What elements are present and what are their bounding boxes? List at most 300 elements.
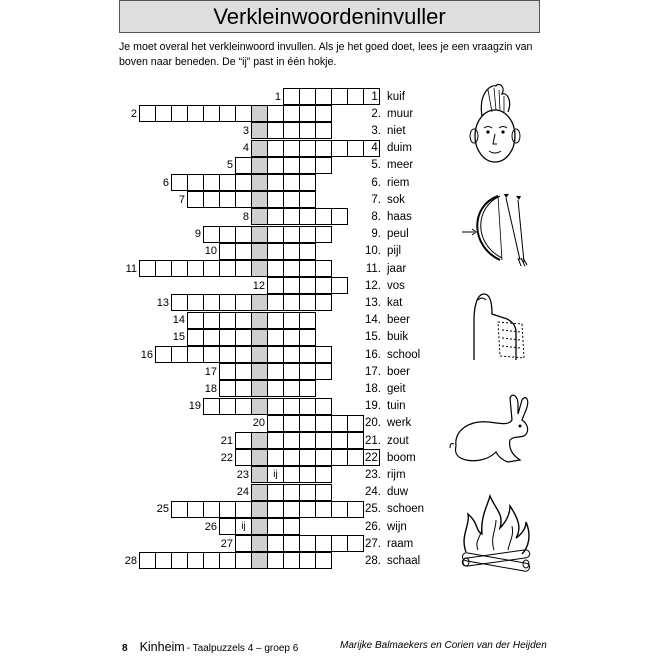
- grid-cell[interactable]: [315, 208, 332, 225]
- key-column-cell[interactable]: [251, 449, 268, 466]
- clue-word: boer: [387, 365, 411, 378]
- grid-cell[interactable]: [219, 363, 236, 380]
- key-column-cell[interactable]: [251, 174, 268, 191]
- grid-cell[interactable]: [267, 191, 284, 208]
- grid-cell[interactable]: [267, 432, 284, 449]
- grid-cell[interactable]: [219, 552, 236, 569]
- clue-number: 13.: [365, 296, 381, 309]
- grid-cell[interactable]: [299, 88, 316, 105]
- grid-cell[interactable]: [267, 105, 284, 122]
- row-number: 6: [162, 176, 169, 189]
- grid-cell[interactable]: [283, 380, 300, 397]
- grid-cell[interactable]: [315, 105, 332, 122]
- grid-cell[interactable]: [171, 346, 188, 363]
- grid-cell[interactable]: [315, 260, 332, 277]
- row-number: 9: [194, 228, 201, 241]
- grid-cell[interactable]: [331, 415, 348, 432]
- clue-item: [359, 329, 408, 346]
- clue-number: 17.: [365, 365, 381, 378]
- grid-cell[interactable]: [267, 449, 284, 466]
- grid-cell[interactable]: [187, 294, 204, 311]
- key-column-cell[interactable]: [251, 329, 268, 346]
- grid-cell[interactable]: [219, 380, 236, 397]
- grid-cell[interactable]: [267, 260, 284, 277]
- grid-cell[interactable]: [219, 243, 236, 260]
- key-column-cell[interactable]: [251, 140, 268, 157]
- grid-cell[interactable]: [267, 226, 284, 243]
- clue-word: werk: [387, 417, 412, 430]
- key-column-cell[interactable]: [251, 432, 268, 449]
- grid-cell[interactable]: [235, 552, 252, 569]
- clue-number: 16.: [365, 348, 381, 361]
- grid-cell[interactable]: [283, 88, 300, 105]
- grid-cell[interactable]: [315, 552, 332, 569]
- grid-cell[interactable]: [283, 105, 300, 122]
- grid-cell[interactable]: [315, 122, 332, 139]
- grid-cell[interactable]: [187, 329, 204, 346]
- grid-cell[interactable]: [283, 432, 300, 449]
- grid-cell[interactable]: [299, 449, 316, 466]
- grid-cell[interactable]: [283, 398, 300, 415]
- grid-cell[interactable]: [299, 398, 316, 415]
- grid-cell[interactable]: [283, 191, 300, 208]
- grid-cell[interactable]: [235, 363, 252, 380]
- grid-cell[interactable]: [315, 501, 332, 518]
- clue-number: 22.: [365, 451, 381, 464]
- grid-cell[interactable]: [299, 466, 316, 483]
- key-column-cell[interactable]: [251, 518, 268, 535]
- grid-cell[interactable]: [283, 208, 300, 225]
- grid-cell[interactable]: [267, 398, 284, 415]
- row-number: 1: [274, 90, 281, 103]
- key-column-cell[interactable]: [251, 260, 268, 277]
- grid-cell[interactable]: [283, 329, 300, 346]
- grid-cell[interactable]: [203, 105, 220, 122]
- grid-cell[interactable]: [299, 157, 316, 174]
- grid-cell[interactable]: [299, 105, 316, 122]
- grid-cell[interactable]: [299, 243, 316, 260]
- grid-cell[interactable]: [299, 208, 316, 225]
- key-column-cell[interactable]: [251, 466, 268, 483]
- grid-cell[interactable]: [203, 260, 220, 277]
- clue-number: 25.: [365, 503, 381, 516]
- grid-cell[interactable]: [283, 294, 300, 311]
- clue-number: 11.: [365, 262, 381, 275]
- row-number: 4: [242, 142, 249, 155]
- row-number: 26: [204, 520, 217, 533]
- clue-item: [359, 294, 402, 311]
- grid-cell[interactable]: [283, 122, 300, 139]
- instructions-text: Je moet overal het verkleinwoord invullen. Als je het goed doet, lees je een vraagzin van boven naar beneden. De “ij” past in één hokje.: [119, 41, 533, 68]
- grid-cell[interactable]: [283, 363, 300, 380]
- clue-number: 12.: [365, 279, 381, 292]
- grid-cell[interactable]: [331, 140, 348, 157]
- grid-cell[interactable]: [235, 174, 252, 191]
- clue-word: duim: [387, 142, 412, 155]
- grid-cell[interactable]: [267, 140, 284, 157]
- grid-cell[interactable]: [283, 157, 300, 174]
- grid-cell[interactable]: [219, 294, 236, 311]
- key-column-cell[interactable]: [251, 380, 268, 397]
- grid-cell[interactable]: [299, 363, 316, 380]
- grid-cell[interactable]: [283, 518, 300, 535]
- row-number: 21: [220, 434, 233, 447]
- grid-cell[interactable]: [219, 226, 236, 243]
- grid-cell[interactable]: [283, 277, 300, 294]
- key-column-cell[interactable]: [251, 501, 268, 518]
- clue-number: 24.: [365, 486, 381, 499]
- grid-cell[interactable]: [219, 501, 236, 518]
- clue-word: duw: [387, 486, 409, 499]
- clue-word: vos: [387, 279, 405, 292]
- clue-word: muur: [387, 107, 414, 120]
- clue-word: riem: [387, 176, 410, 189]
- clue-word: schaal: [387, 554, 421, 567]
- grid-cell[interactable]: [235, 243, 252, 260]
- grid-cell[interactable]: [299, 484, 316, 501]
- grid-cell[interactable]: [219, 398, 236, 415]
- row-number: 23: [236, 468, 249, 481]
- grid-cell[interactable]: [155, 260, 172, 277]
- grid-cell[interactable]: [267, 243, 284, 260]
- grid-cell[interactable]: [283, 449, 300, 466]
- grid-cell[interactable]: [235, 432, 252, 449]
- grid-cell[interactable]: [203, 174, 220, 191]
- grid-cell[interactable]: [267, 346, 284, 363]
- grid-cell[interactable]: [267, 208, 284, 225]
- grid-cell[interactable]: [315, 157, 332, 174]
- grid-cell[interactable]: [299, 226, 316, 243]
- clue-number: 20.: [365, 417, 381, 430]
- authors: Marijke Balmaekers en Corien van der Heijden: [340, 640, 547, 651]
- grid-cell[interactable]: [299, 552, 316, 569]
- grid-cell[interactable]: [171, 105, 188, 122]
- grid-cell[interactable]: [283, 346, 300, 363]
- grid-cell[interactable]: [283, 140, 300, 157]
- publisher-brand: Kinheim: [139, 640, 185, 654]
- grid-cell[interactable]: [235, 398, 252, 415]
- grid-cell[interactable]: [219, 518, 236, 535]
- page-footer: [122, 640, 547, 654]
- grid-cell[interactable]: [315, 484, 332, 501]
- grid-cell[interactable]: [331, 88, 348, 105]
- grid-cell[interactable]: [299, 260, 316, 277]
- grid-cell[interactable]: [187, 105, 204, 122]
- grid-cell[interactable]: [283, 501, 300, 518]
- grid-cell[interactable]: [235, 501, 252, 518]
- grid-cell[interactable]: [267, 552, 284, 569]
- clue-item: [359, 243, 401, 260]
- grid-cell[interactable]: [267, 329, 284, 346]
- grid-cell[interactable]: [299, 312, 316, 329]
- grid-cell[interactable]: [139, 105, 156, 122]
- page-title: Verkleinwoordeninvuller: [119, 0, 540, 33]
- row-number: 5: [226, 159, 233, 172]
- key-column-cell[interactable]: [251, 398, 268, 415]
- row-number: 19: [188, 400, 201, 413]
- clue-number: 2.: [371, 107, 381, 120]
- grid-cell[interactable]: [283, 312, 300, 329]
- grid-cell[interactable]: [299, 535, 316, 552]
- grid-cell[interactable]: [155, 105, 172, 122]
- grid-cell[interactable]: [203, 294, 220, 311]
- grid-cell[interactable]: ij: [267, 466, 284, 483]
- grid-cell[interactable]: [283, 174, 300, 191]
- grid-cell[interactable]: [203, 191, 220, 208]
- grid-cell[interactable]: [267, 157, 284, 174]
- key-column-cell[interactable]: [251, 191, 268, 208]
- key-column-cell[interactable]: [251, 484, 268, 501]
- grid-cell[interactable]: [203, 226, 220, 243]
- clue-item: [359, 277, 405, 294]
- grid-cell[interactable]: [139, 260, 156, 277]
- grid-cell[interactable]: [235, 312, 252, 329]
- clue-number: 9.: [371, 228, 381, 241]
- clue-word: haas: [387, 210, 412, 223]
- grid-cell[interactable]: [203, 329, 220, 346]
- grid-cell[interactable]: [203, 552, 220, 569]
- grid-cell[interactable]: [315, 226, 332, 243]
- grid-cell[interactable]: [187, 552, 204, 569]
- grid-cell[interactable]: [267, 415, 284, 432]
- clue-number: 26.: [365, 520, 381, 533]
- grid-cell[interactable]: [315, 363, 332, 380]
- key-column-cell[interactable]: [251, 535, 268, 552]
- grid-cell[interactable]: [299, 122, 316, 139]
- clue-item: [359, 449, 416, 466]
- grid-cell[interactable]: [171, 174, 188, 191]
- grid-cell[interactable]: [299, 346, 316, 363]
- grid-cell[interactable]: [187, 346, 204, 363]
- grid-cell[interactable]: [315, 346, 332, 363]
- grid-cell[interactable]: [171, 294, 188, 311]
- grid-cell[interactable]: [235, 226, 252, 243]
- row-number: 14: [172, 314, 185, 327]
- clue-word: tuin: [387, 400, 406, 413]
- row-number: 12: [252, 279, 265, 292]
- grid-cell[interactable]: [219, 346, 236, 363]
- clue-number: 5.: [371, 159, 381, 172]
- grid-cell[interactable]: [331, 208, 348, 225]
- grid-cell[interactable]: [315, 140, 332, 157]
- clue-word: buik: [387, 331, 409, 344]
- clue-word: kuif: [387, 90, 405, 103]
- clue-item: [359, 518, 407, 535]
- row-number: 2: [130, 107, 137, 120]
- face-with-quiff-icon: [462, 82, 530, 172]
- row-number: 20: [252, 417, 265, 430]
- grid-cell[interactable]: [331, 501, 348, 518]
- row-number: 18: [204, 382, 217, 395]
- clue-item: [359, 398, 406, 415]
- clue-item: [359, 312, 410, 329]
- grid-cell[interactable]: [235, 260, 252, 277]
- grid-cell[interactable]: [331, 277, 348, 294]
- grid-cell[interactable]: [315, 415, 332, 432]
- grid-cell[interactable]: [267, 518, 284, 535]
- clue-item: [359, 363, 410, 380]
- rabbit-icon: [448, 390, 536, 470]
- grid-cell[interactable]: [235, 157, 252, 174]
- grid-cell[interactable]: [331, 432, 348, 449]
- clue-word: niet: [387, 124, 406, 137]
- row-number: 27: [220, 537, 233, 550]
- grid-cell[interactable]: [219, 191, 236, 208]
- row-number: 7: [178, 193, 185, 206]
- grid-cell[interactable]: [299, 294, 316, 311]
- clue-word: beer: [387, 314, 411, 327]
- key-column-cell[interactable]: [251, 363, 268, 380]
- grid-cell[interactable]: [171, 552, 188, 569]
- key-column-cell[interactable]: [251, 157, 268, 174]
- grid-cell[interactable]: [219, 105, 236, 122]
- grid-cell[interactable]: [315, 398, 332, 415]
- grid-cell[interactable]: [267, 535, 284, 552]
- clue-word: schoen: [387, 503, 425, 516]
- grid-cell[interactable]: [155, 346, 172, 363]
- grid-cell[interactable]: [219, 329, 236, 346]
- grid-cell[interactable]: [283, 484, 300, 501]
- grid-cell[interactable]: [267, 174, 284, 191]
- grid-cell[interactable]: [235, 191, 252, 208]
- grid-cell[interactable]: [187, 312, 204, 329]
- grid-cell[interactable]: [235, 380, 252, 397]
- key-column-cell[interactable]: [251, 105, 268, 122]
- clue-item: [359, 380, 406, 397]
- key-column-cell[interactable]: [251, 122, 268, 139]
- clue-item: [359, 501, 424, 518]
- clue-word: wijn: [387, 520, 407, 533]
- grid-cell[interactable]: [219, 174, 236, 191]
- grid-cell[interactable]: [235, 294, 252, 311]
- key-column-cell[interactable]: [251, 312, 268, 329]
- grid-cell[interactable]: [187, 260, 204, 277]
- grid-cell[interactable]: [267, 363, 284, 380]
- grid-cell[interactable]: [187, 174, 204, 191]
- clue-item: [359, 122, 406, 139]
- grid-cell[interactable]: [299, 329, 316, 346]
- grid-cell[interactable]: ij: [235, 518, 252, 535]
- grid-cell[interactable]: [219, 260, 236, 277]
- grid-cell[interactable]: [331, 535, 348, 552]
- page-number: 8: [122, 643, 128, 654]
- bow-and-arrow-icon: [462, 186, 534, 270]
- clue-item: [359, 535, 413, 552]
- key-column-cell[interactable]: [251, 243, 268, 260]
- grid-cell[interactable]: [267, 501, 284, 518]
- grid-cell[interactable]: [299, 277, 316, 294]
- grid-cell[interactable]: [315, 535, 332, 552]
- grid-cell[interactable]: [315, 277, 332, 294]
- grid-cell[interactable]: [235, 535, 252, 552]
- clue-word: peul: [387, 228, 409, 241]
- series-name: - Taalpuzzels 4 – groep 6: [186, 643, 299, 654]
- clue-number: 28.: [365, 554, 381, 567]
- row-number: 24: [236, 486, 249, 499]
- grid-cell[interactable]: [203, 398, 220, 415]
- row-number: 22: [220, 451, 233, 464]
- key-column-cell[interactable]: [251, 552, 268, 569]
- grid-cell[interactable]: [299, 501, 316, 518]
- grid-cell[interactable]: [315, 449, 332, 466]
- grid-cell[interactable]: [203, 501, 220, 518]
- grid-cell[interactable]: [139, 552, 156, 569]
- clue-number: 6.: [371, 176, 381, 189]
- grid-cell[interactable]: [267, 294, 284, 311]
- clue-number: 18.: [365, 382, 381, 395]
- clue-word: rijm: [387, 468, 406, 481]
- clue-number: 21.: [365, 434, 381, 447]
- grid-cell[interactable]: [299, 415, 316, 432]
- row-number: 25: [156, 503, 169, 516]
- clue-number: 7.: [371, 193, 381, 206]
- grid-cell[interactable]: [219, 312, 236, 329]
- grid-cell[interactable]: [235, 346, 252, 363]
- grid-cell[interactable]: [235, 329, 252, 346]
- grid-cell[interactable]: [283, 466, 300, 483]
- grid-cell[interactable]: [283, 415, 300, 432]
- grid-cell[interactable]: [299, 380, 316, 397]
- grid-cell[interactable]: [203, 312, 220, 329]
- grid-cell[interactable]: [171, 260, 188, 277]
- grid-cell[interactable]: [267, 277, 284, 294]
- grid-cell[interactable]: [299, 174, 316, 191]
- grid-cell[interactable]: [299, 191, 316, 208]
- grid-cell[interactable]: [299, 140, 316, 157]
- grid-cell[interactable]: [267, 380, 284, 397]
- grid-cell[interactable]: [315, 466, 332, 483]
- grid-cell[interactable]: [315, 294, 332, 311]
- clue-item: [359, 415, 411, 432]
- row-number: 3: [242, 124, 249, 137]
- grid-cell[interactable]: [235, 449, 252, 466]
- row-number: 8: [242, 210, 249, 223]
- clue-item: [359, 157, 413, 174]
- grid-cell[interactable]: [283, 243, 300, 260]
- grid-cell[interactable]: [315, 432, 332, 449]
- row-number: 15: [172, 331, 185, 344]
- grid-cell[interactable]: [187, 501, 204, 518]
- grid-cell[interactable]: [267, 312, 284, 329]
- grid-cell[interactable]: [283, 535, 300, 552]
- grid-cell[interactable]: [283, 226, 300, 243]
- grid-cell[interactable]: [155, 552, 172, 569]
- clue-word: jaar: [387, 262, 407, 275]
- grid-cell[interactable]: [299, 432, 316, 449]
- grid-cell[interactable]: [283, 552, 300, 569]
- grid-cell[interactable]: [267, 122, 284, 139]
- clue-word: zout: [387, 434, 409, 447]
- grid-cell[interactable]: [203, 346, 220, 363]
- key-column-cell[interactable]: [251, 208, 268, 225]
- grid-cell[interactable]: [331, 449, 348, 466]
- grid-cell[interactable]: [235, 105, 252, 122]
- row-number: 11: [125, 262, 137, 275]
- clue-number: 23.: [365, 468, 381, 481]
- clue-item: [359, 174, 409, 191]
- key-column-cell[interactable]: [251, 294, 268, 311]
- clue-item: [359, 105, 413, 122]
- clue-item: [359, 226, 409, 243]
- grid-cell[interactable]: [187, 191, 204, 208]
- grid-cell[interactable]: [283, 260, 300, 277]
- key-column-cell[interactable]: [251, 346, 268, 363]
- grid-cell[interactable]: [267, 484, 284, 501]
- grid-cell[interactable]: [171, 501, 188, 518]
- key-column-cell[interactable]: [251, 226, 268, 243]
- grid-cell[interactable]: [315, 88, 332, 105]
- clue-word: school: [387, 348, 421, 361]
